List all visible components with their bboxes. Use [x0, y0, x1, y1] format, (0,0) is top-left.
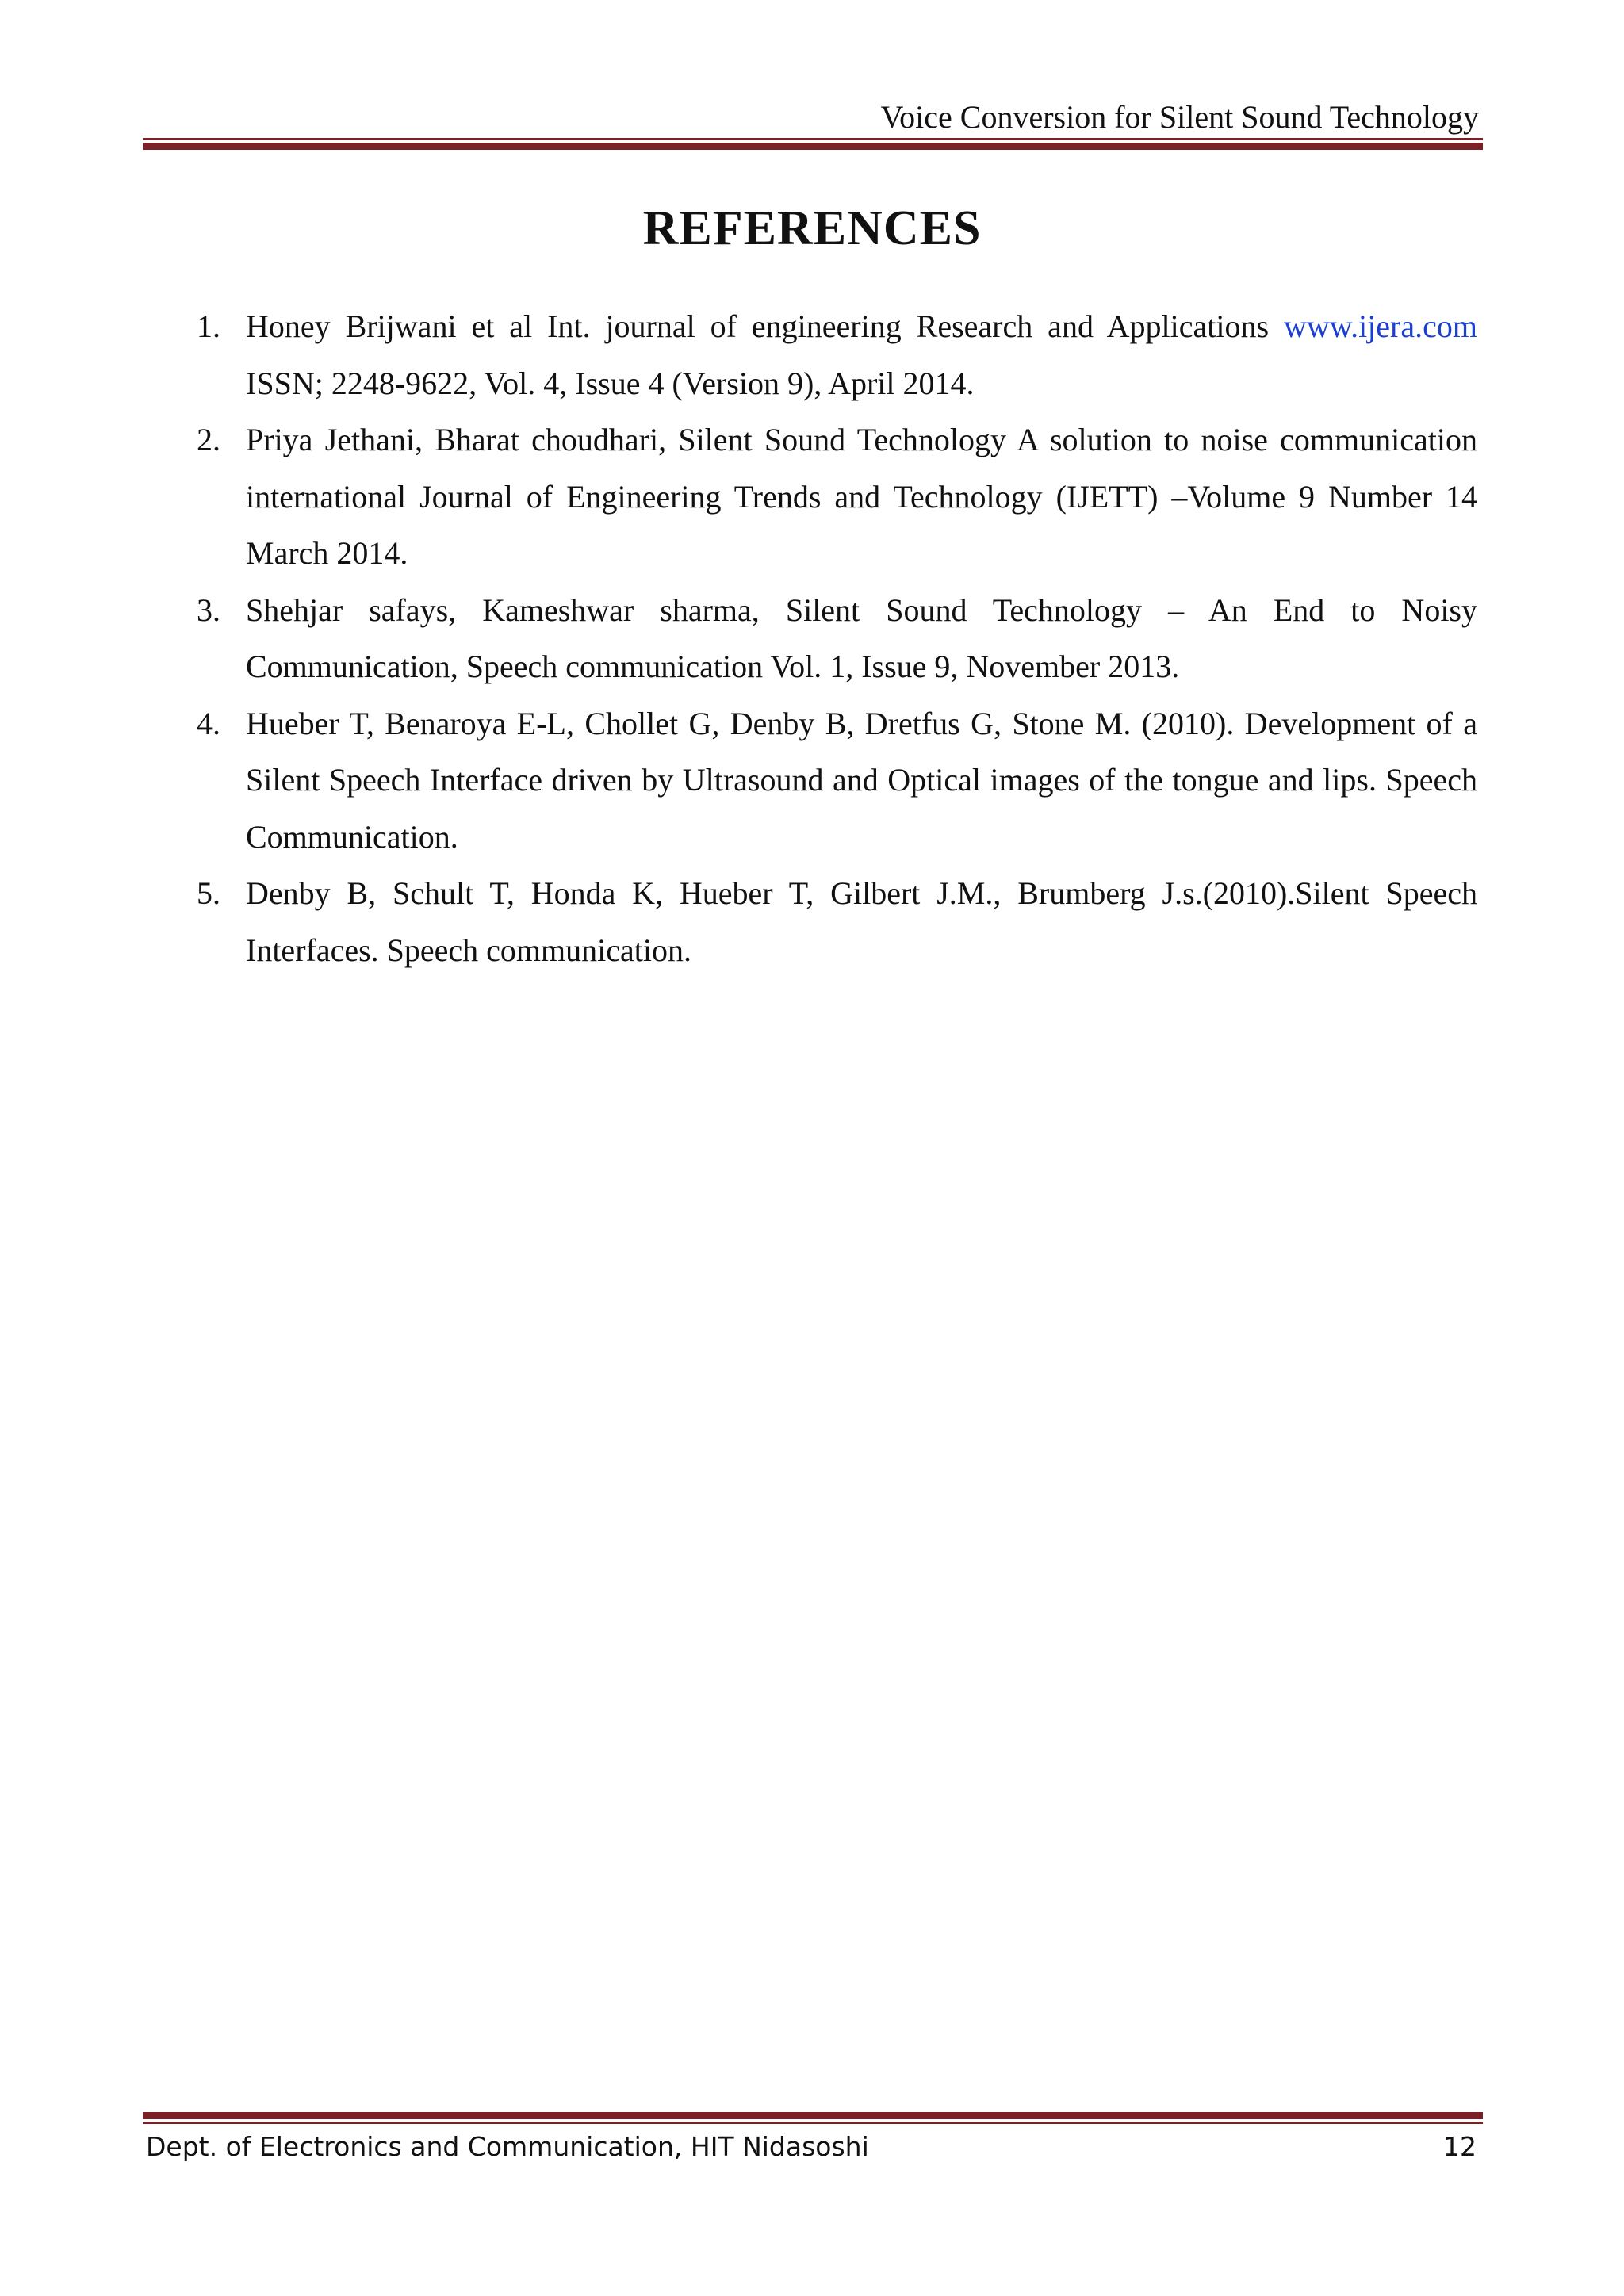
reference-link[interactable]: www.ijera.com [1284, 308, 1477, 344]
header-rule [143, 138, 1483, 150]
reference-item [197, 865, 1477, 978]
reference-text: Hueber T, Benaroya E-L, Chollet G, Denby B, Dretfus G, Stone M. (2010). Development of a Silent Speech Interface driven by Ultrasound and Optical images of the tongue and lips. Speech Communication. [246, 705, 1477, 855]
reference-number: 2. [197, 422, 220, 457]
footer-rule-thick-line [143, 2112, 1483, 2119]
reference-text-continued: ISSN; 2248-9622, Vol. 4, Issue 4 (Version 9), April 2014. [246, 365, 975, 401]
reference-number: 1. [197, 308, 220, 344]
reference-number: 3. [197, 591, 220, 628]
reference-text: Shehjar safays, Kameshwar sharma, Silent Sound Technology – An End to Noisy Communication, Speech communication Vol. 1, Issue 9, November 2013. [246, 591, 1477, 684]
reference-item [197, 411, 1477, 582]
page-title: REFERENCES [642, 201, 982, 255]
footer-department: Dept. of Electronics and Communication, HIT Nidasoshi [146, 2131, 869, 2162]
running-header-title: Voice Conversion for Silent Sound Technology [880, 99, 1479, 135]
reference-item [197, 582, 1477, 695]
footer-rule-thin-line [143, 2122, 1483, 2124]
reference-item [197, 298, 1477, 411]
reference-number: 5. [197, 875, 220, 911]
reference-number: 4. [197, 705, 220, 741]
header-rule-thick-line [143, 143, 1483, 150]
footer-rule [143, 2112, 1483, 2124]
reference-text: Priya Jethani, Bharat choudhari, Silent Sound Technology A solution to noise communication international Journal of Engineering Trends and Technology (IJETT) –Volume 9 Number 14 March 2014. [246, 422, 1477, 571]
reference-text: Denby B, Schult T, Honda K, Hueber T, Gilbert J.M., Brumberg J.s.(2010).Silent Speech Interfaces. Speech communication. [246, 875, 1477, 968]
reference-text: Honey Brijwani et al Int. journal of engineering Research and Applications [246, 308, 1285, 344]
page-number: 12 [1443, 2131, 1477, 2162]
reference-list [197, 298, 1477, 978]
reference-item [197, 695, 1477, 866]
